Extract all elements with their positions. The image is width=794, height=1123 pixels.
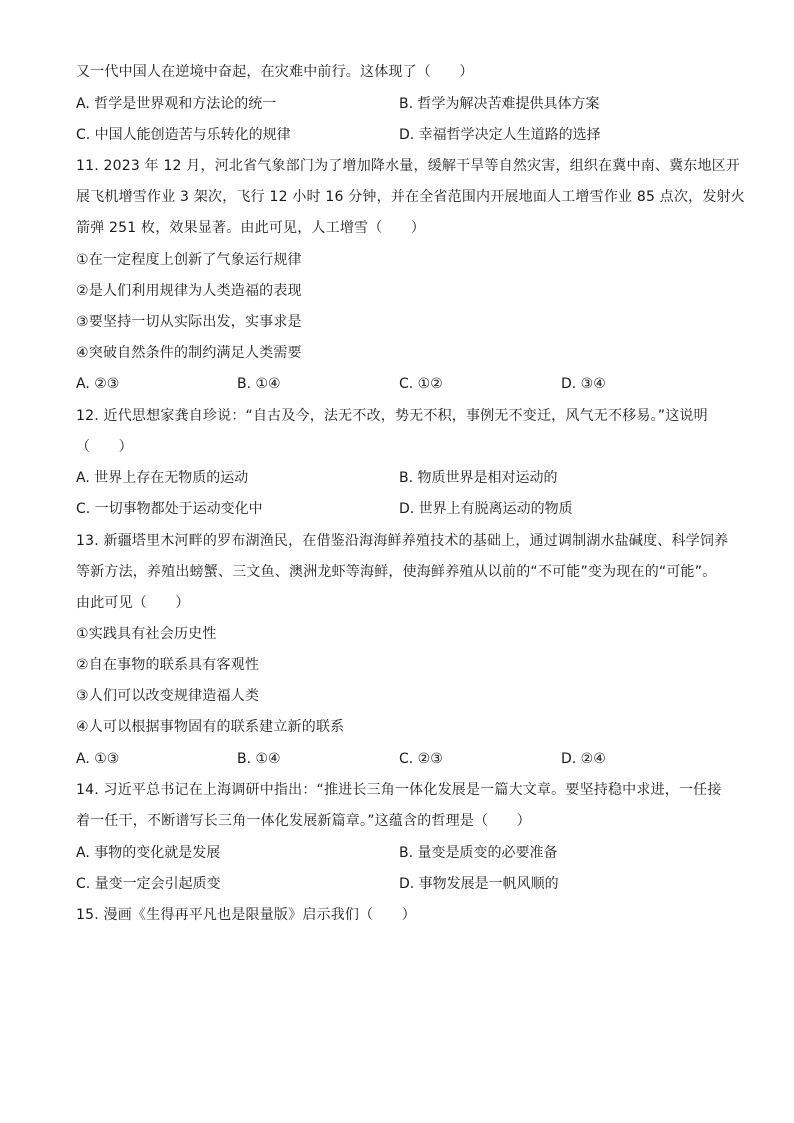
q12-option-a: A. 世界上存在无物质的运动 [76, 470, 249, 486]
q13-stem-line-3: 由此可见（ ） [76, 595, 190, 611]
q12-stem-line-1: 12. 近代思想家龚自珍说：“自古及今，法无不改，势无不积，事例无不变迁，风气无不移易。”这说明 [76, 408, 708, 424]
q13-statement-2: ②自在事物的联系具有客观性 [76, 657, 260, 673]
q13-statement-4: ④人可以根据事物固有的联系建立新的联系 [76, 719, 345, 735]
q13-option-a: A. ①③ [76, 751, 120, 767]
q12-option-d: D. 世界上有脱离运动的物质 [399, 501, 573, 517]
q11-statement-4: ④突破自然条件的制约满足人类需要 [76, 345, 302, 361]
q14-option-a: A. 事物的变化就是发展 [76, 845, 221, 861]
q13-statement-1: ①实践具有社会历史性 [76, 626, 217, 642]
q14-stem-line-1: 14. 习近平总书记在上海调研中指出：“推进长三角一体化发展是一篇大文章。要坚持稳中求进，一任接 [76, 782, 722, 798]
q11-option-a: A. ②③ [76, 376, 120, 392]
q12-option-c: C. 一切事物都处于运动变化中 [76, 501, 263, 517]
q11-statement-2: ②是人们利用规律为人类造福的表现 [76, 283, 302, 299]
q13-option-d: D. ②④ [561, 751, 606, 767]
q11-stem-line-3: 箭弹 251 枚，效果显著。由此可见，人工增雪（ ） [76, 220, 426, 236]
q14-option-d: D. 事物发展是一帆风顺的 [399, 876, 559, 892]
q15-stem-line-1: 15. 漫画《生得再平凡也是限量版》启示我们（ ） [76, 907, 416, 923]
q10-option-d: D. 幸福哲学决定人生道路的选择 [399, 127, 601, 143]
q10-option-b: B. 哲学为解决苦难提供具体方案 [399, 96, 600, 112]
q11-statement-3: ③要坚持一切从实际出发，实事求是 [76, 314, 302, 330]
q13-stem-line-1: 13. 新疆塔里木河畔的罗布湖渔民，在借鉴沿海海鲜养殖技术的基础上，通过调制湖水盐碱度、科学饲养 [76, 533, 729, 549]
q14-option-c: C. 量变一定会引起质变 [76, 876, 221, 892]
q11-statement-1: ①在一定程度上创新了气象运行规律 [76, 252, 302, 268]
q13-option-b: B. ①④ [237, 751, 281, 767]
q10-stem-tail: 又一代中国人在逆境中奋起，在灾难中前行。这体现了（ ） [76, 64, 474, 80]
q11-option-b: B. ①④ [237, 376, 281, 392]
q11-stem-line-2: 展飞机增雪作业 3 架次，飞行 12 小时 16 分钟，并在全省范围内开展地面人工增雪作业 85 点次，发射火 [76, 189, 745, 205]
q14-stem-line-2: 着一任干，不断谱写长三角一体化发展新篇章。”这蕴含的哲理是（ ） [76, 813, 531, 829]
q14-option-b: B. 量变是质变的必要准备 [399, 845, 558, 861]
q12-stem-line-2: （ ） [76, 439, 133, 455]
q10-option-c: C. 中国人能创造苦与乐转化的规律 [76, 127, 291, 143]
q11-option-c: C. ①② [399, 376, 443, 392]
q11-option-d: D. ③④ [561, 376, 606, 392]
q13-option-c: C. ②③ [399, 751, 443, 767]
q13-statement-3: ③人们可以改变规律造福人类 [76, 688, 260, 704]
q13-stem-line-2: 等新方法，养殖出螃蟹、三文鱼、澳洲龙虾等海鲜，使海鲜养殖从以前的“不可能”变为现在的“可能”。 [76, 564, 717, 580]
q11-stem-line-1: 11. 2023 年 12 月，河北省气象部门为了增加降水量，缓解干旱等自然灾害，组织在冀中南、冀东地区开 [76, 158, 741, 174]
q12-option-b: B. 物质世界是相对运动的 [399, 470, 558, 486]
q10-option-a: A. 哲学是世界观和方法论的统一 [76, 96, 277, 112]
